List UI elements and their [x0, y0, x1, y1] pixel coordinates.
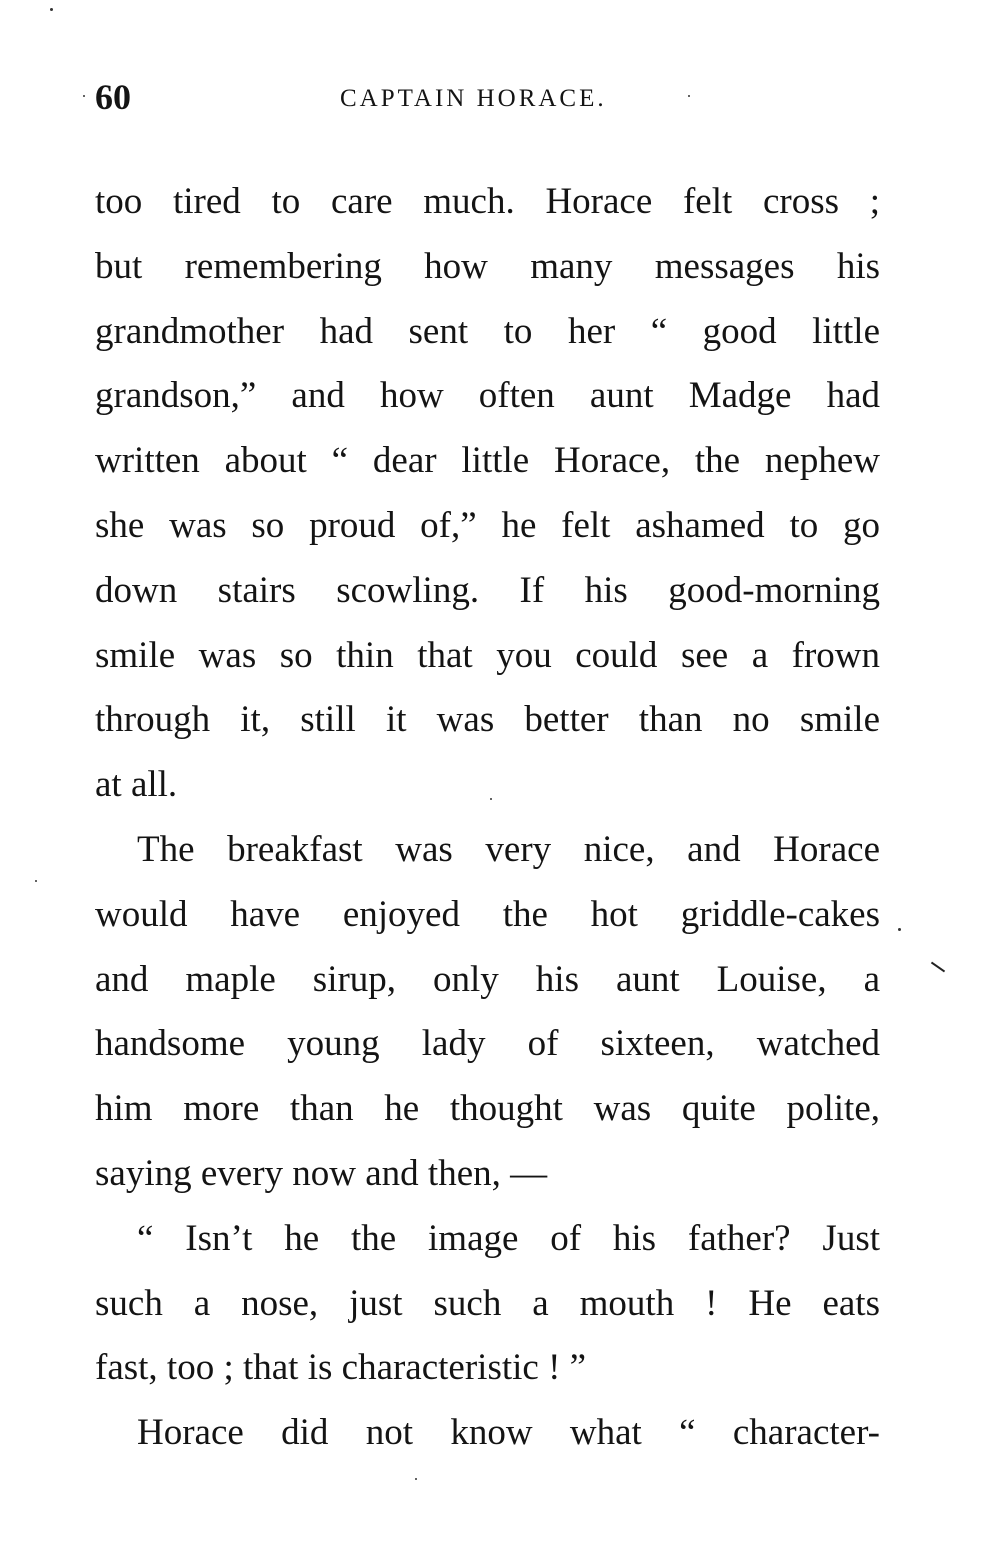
text-line: too tired to care much. Horace felt cross ; — [95, 181, 880, 222]
print-speck — [50, 8, 53, 11]
text-line: grandson,” and how often aunt Madge had — [95, 375, 880, 417]
text-line: through it, still it was better than no smile — [95, 699, 880, 741]
print-speck — [490, 798, 492, 800]
text-line: would have enjoyed the hot griddle-cakes — [95, 893, 880, 935]
text-line: grandmother had sent to her “ good little — [95, 310, 880, 352]
text-line: Horace did not know what “ character- — [137, 1412, 880, 1454]
body-text — [95, 170, 880, 1466]
running-title: CAPTAIN HORACE. — [340, 85, 607, 112]
print-mark — [931, 962, 945, 973]
text-line: she was so proud of,” he felt ashamed to go — [95, 504, 880, 546]
text-line: and maple sirup, only his aunt Louise, a — [95, 958, 880, 1000]
print-speck — [898, 928, 901, 931]
text-line: handsome young lady of sixteen, watched — [95, 1023, 880, 1065]
print-speck — [83, 95, 85, 97]
text-line: such a nose, just such a mouth ! He eats — [95, 1282, 880, 1324]
running-head — [95, 72, 895, 122]
print-speck — [688, 95, 690, 97]
text-line: saying every now and then, — — [95, 1152, 548, 1194]
text-line: down stairs scowling. If his good-morning — [95, 569, 880, 611]
text-line: “ Isn’t he the image of his father? Just — [137, 1217, 880, 1259]
page-number: 60 — [95, 77, 131, 117]
text-line: written about “ dear little Horace, the nephew — [95, 440, 880, 482]
text-line: but remembering how many messages his — [95, 245, 880, 287]
print-speck — [35, 880, 37, 882]
text-line: him more than he thought was quite polite, — [95, 1088, 880, 1130]
text-line: The breakfast was very nice, and Horace — [137, 828, 880, 870]
text-line: fast, too ; that is characteristic ! ” — [95, 1347, 587, 1389]
text-line: at all. — [95, 764, 178, 806]
print-speck — [415, 1478, 417, 1480]
text-line: smile was so thin that you could see a frown — [95, 634, 880, 676]
